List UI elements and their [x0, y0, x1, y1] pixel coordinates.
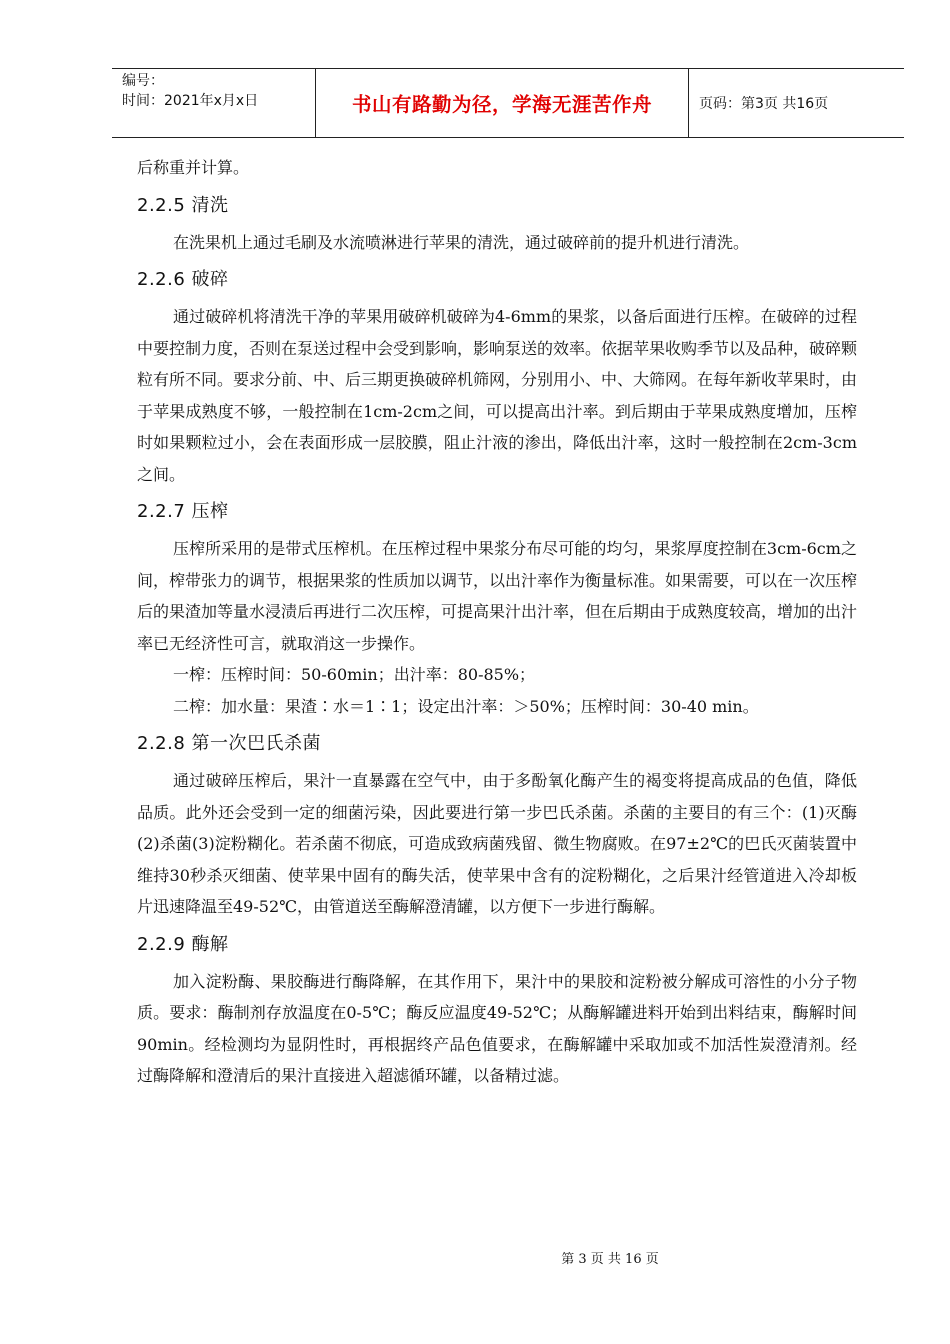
- header-page-number: 页码：第3页 共16页: [699, 96, 829, 112]
- header-motto: 书山有路勤为径，学海无涯苦作舟: [316, 69, 689, 137]
- paragraph: 加入淀粉酶、果胶酶进行酶降解，在其作用下，果汁中的果胶和淀粉被分解成可溶性的小分子物质。要求：酶制剂存放温度在0-5℃；酶反应温度49-52℃；从酶解罐进料开始到出料结束，酶解时间90min。经检测均为显阴性时，再根据终产品色值要求，在酶解罐中采取加或不加活性炭澄清剂。经过酶降解和澄清后的果汁直接进入超滤循环罐，以备精过滤。: [137, 971, 857, 1085]
- section-heading-2-2-9: 2.2.9 酶解: [137, 933, 229, 955]
- paragraph: 在洗果机上通过毛刷及水流喷淋进行苹果的清洗，通过破碎前的提升机进行清洗。: [173, 232, 750, 252]
- paragraph: 一榨：压榨时间：50-60min；出汁率：80-85%；: [173, 665, 536, 684]
- page-footer: 第 3 页 共 16 页: [561, 1252, 659, 1267]
- header-info: [112, 69, 316, 137]
- paragraph: 通过破碎机将清洗干净的苹果用破碎机破碎为4-6mm的果浆，以备后面进行压榨。在破碎的过程中要控制力度，否则在泵送过程中会受到影响，影响泵送的效率。依据苹果收购季节以及品种，破碎颗粒有所不同。要求分前、中、后三期更换破碎机筛网，分别用小、中、大筛网。在每年新收苹果时，由于苹果成熟度不够，一般控制在1cm-2cm之间，可以提高出汁率。到后期由于苹果成熟度增加，压榨时如果颗粒过小，会在表面形成一层胶膜，阻止汁液的渗出，降低出汁率，这时一般控制在2cm-3cm之间。: [137, 307, 858, 484]
- section-heading-2-2-5: 2.2.5 清洗: [137, 194, 229, 216]
- section-heading-2-2-6: 2.2.6 破碎: [137, 269, 229, 290]
- time-label: 时间：2021年x月x日: [122, 93, 259, 109]
- code-label: 编号：: [122, 73, 164, 89]
- lead-paragraph: 后称重并计算。: [137, 158, 250, 177]
- section-heading-2-2-8: 2.2.8 第一次巴氏杀菌: [137, 733, 322, 754]
- page-header: [112, 68, 904, 138]
- paragraph: 二榨：加水量：果渣∶水＝1∶1；设定出汁率：＞50%；压榨时间：30-40 min。: [173, 696, 759, 716]
- document-body: [137, 152, 857, 1092]
- section-heading-2-2-7: 2.2.7 压榨: [137, 501, 229, 522]
- paragraph: 通过破碎压榨后，果汁一直暴露在空气中，由于多酚氧化酶产生的褐变将提高成品的色值，降低品质。此外还会受到一定的细菌污染，因此要进行第一步巴氏杀菌。杀菌的主要目的有三个：(1)灭酶(2)杀菌(3)淀粉糊化。若杀菌不彻底，可造成致病菌残留、微生物腐败。在97±2℃的巴氏灭菌装置中维持30秒杀灭细菌、使苹果中固有的酶失活，使苹果中含有的淀粉糊化，之后果汁经管道进入冷却板片迅速降温至49-52℃，由管道送至酶解澄清罐，以方便下一步进行酶解。: [137, 771, 857, 916]
- paragraph: 压榨所采用的是带式压榨机。在压榨过程中果浆分布尽可能的均匀，果浆厚度控制在3cm-6cm之间，榨带张力的调节，根据果浆的性质加以调节，以出汁率作为衡量标准。如果需要，可以在一次压榨后的果渣加等量水浸渍后再进行二次压榨，可提高果汁出汁率，但在后期由于成熟度较高，增加的出汁率已无经济性可言，就取消这一步操作。: [137, 539, 858, 653]
